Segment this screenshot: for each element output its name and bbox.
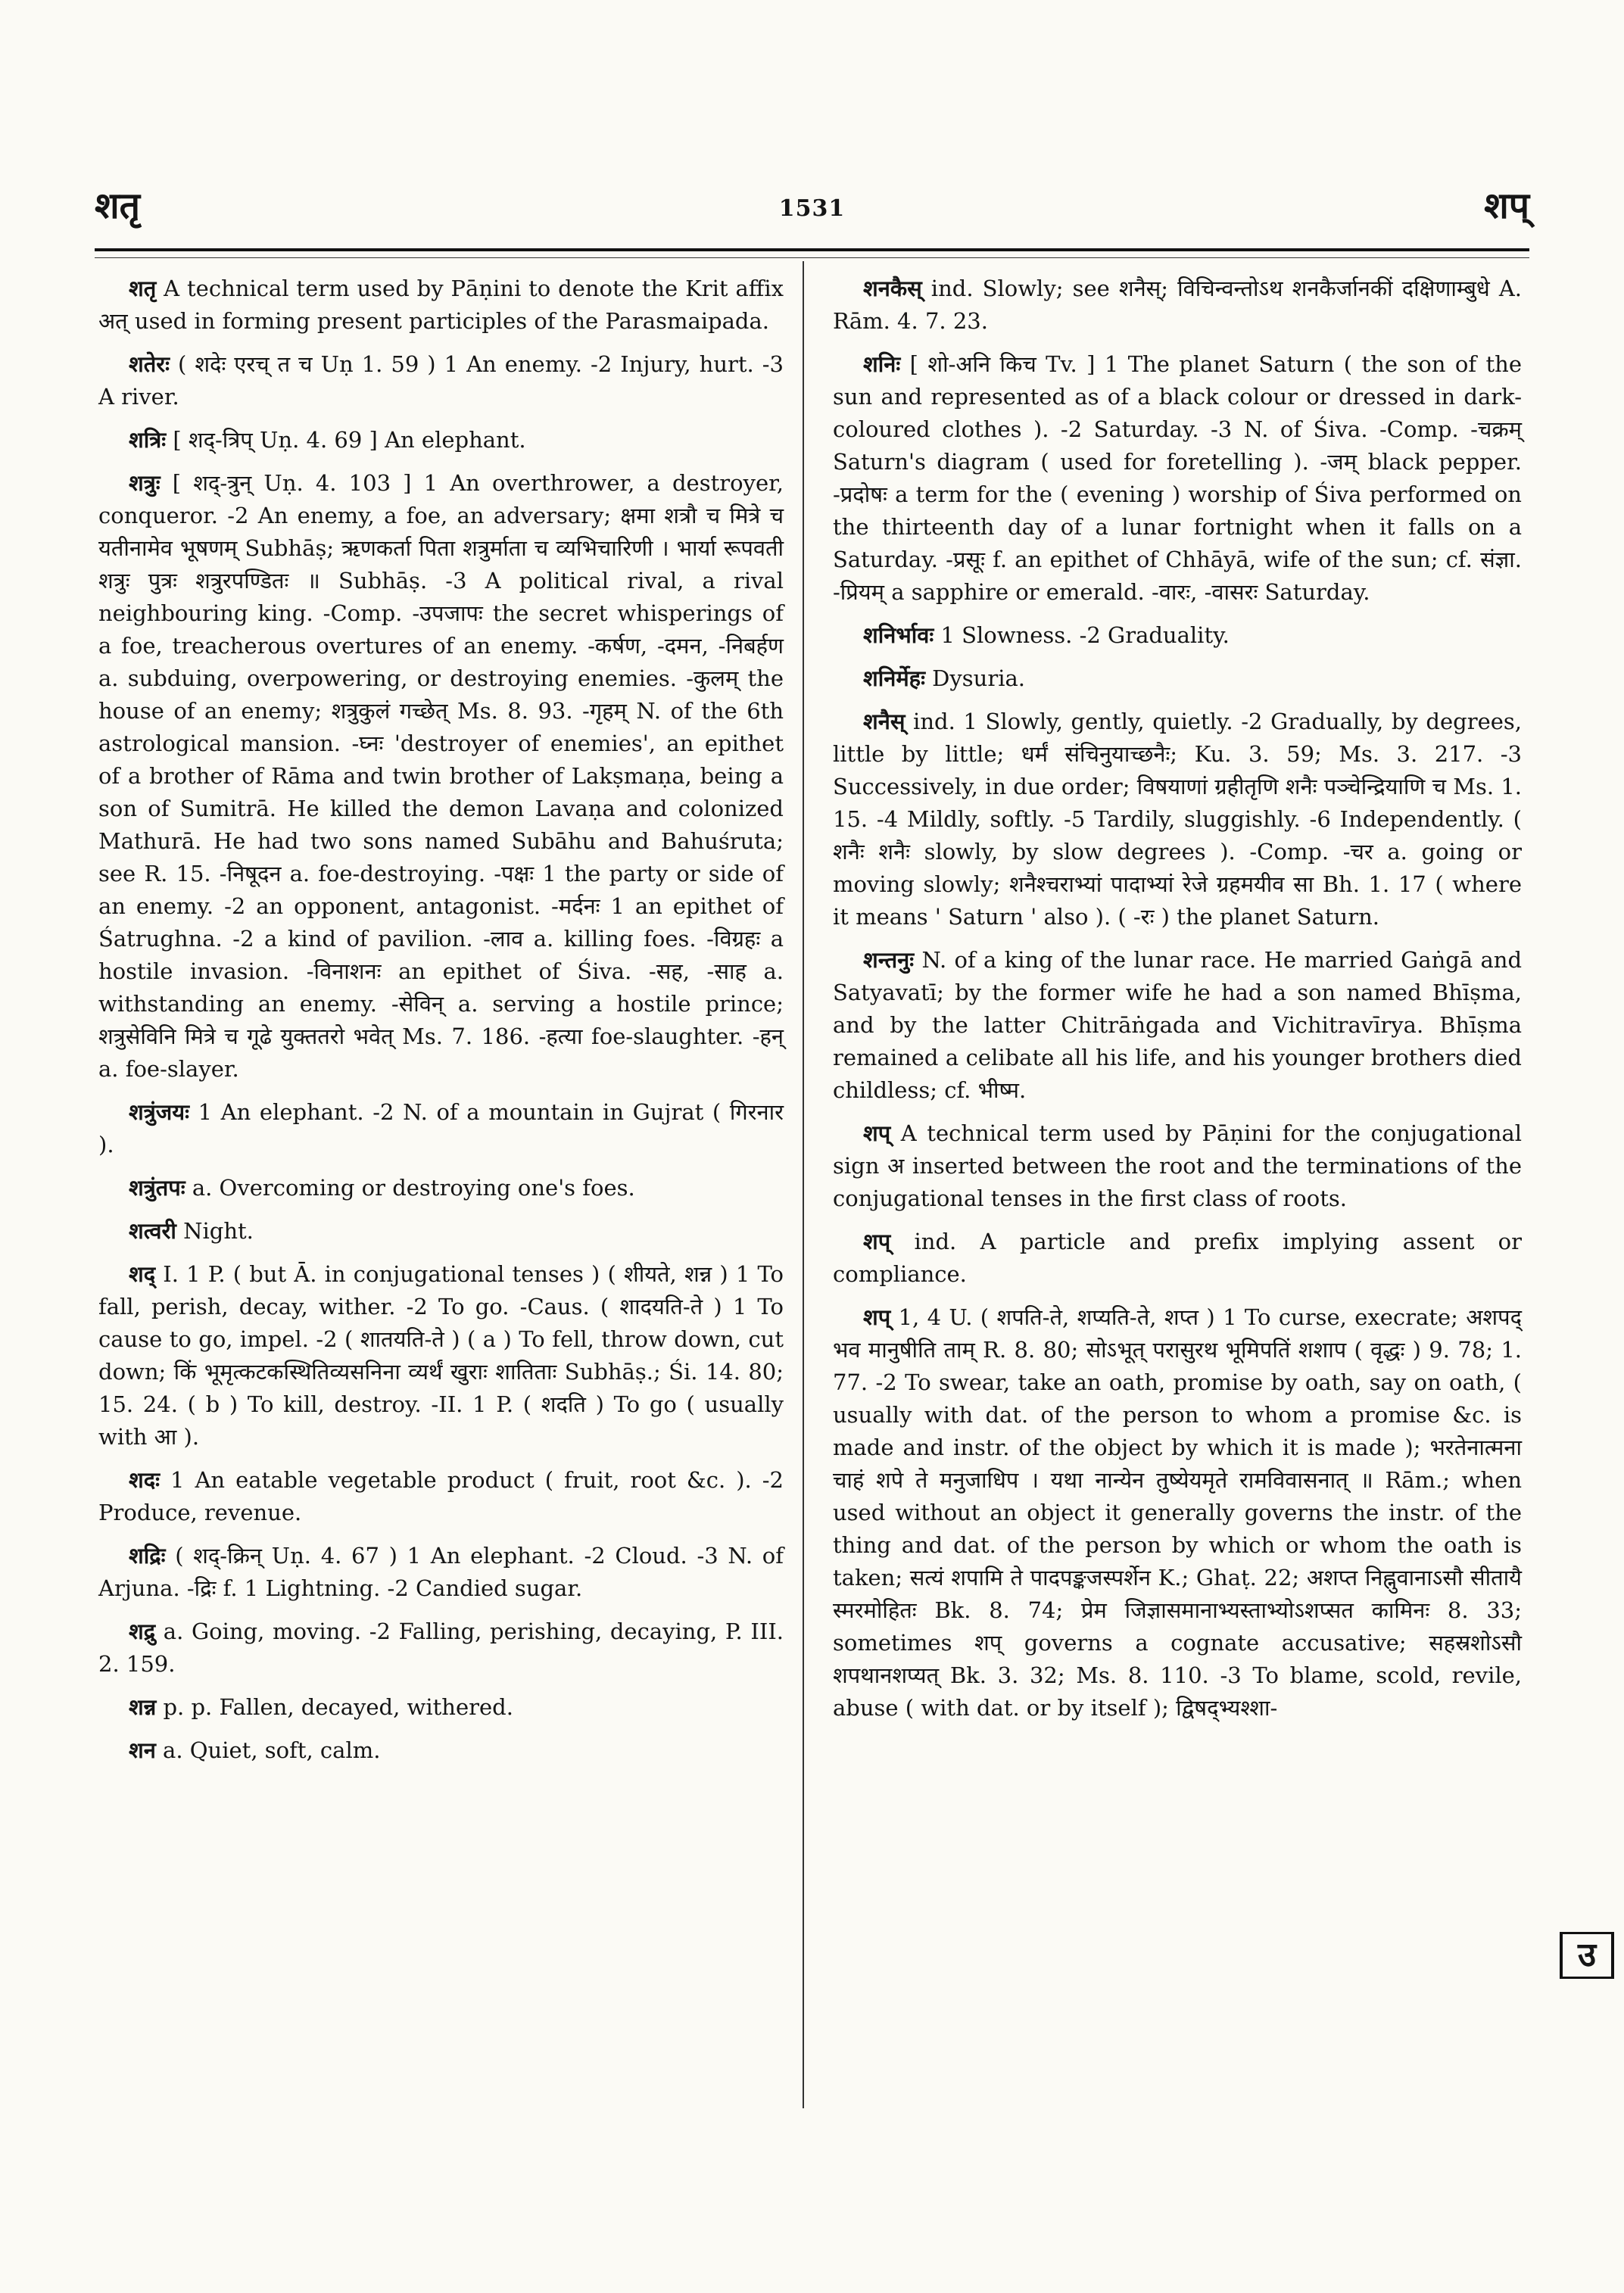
dictionary-entry [833, 1301, 1522, 1724]
entry-headword: शप् [863, 1304, 891, 1330]
entry-definition: N. of a king of the lunar race. He married Gaṅgā and Satyavatī; by the former wife he had a son named Bhīṣma, and by the latter Chitrāṅgada and Vichitravīrya. Bhīṣma remained a celibate all his life, and his younger brothers died childless; cf. भीष्म. [833, 947, 1523, 1103]
entry-definition: ( शदेः एरच् त च Uṇ 1. 59 ) 1 An enemy. -2 Injury, hurt. -3 A river. [98, 351, 784, 410]
entry-headword: शनिर्भावः [863, 622, 934, 648]
entry-headword: शन [129, 1737, 156, 1763]
entry-definition: ( शद्-क्रिन् Uṇ. 4. 67 ) 1 An elephant. -2 Cloud. -3 N. of Arjuna. -द्रिः f. 1 Lightning. -2 Candied sugar. [98, 1543, 784, 1601]
dictionary-entry [833, 348, 1522, 609]
dictionary-entry [833, 273, 1522, 338]
dictionary-entry [833, 1226, 1522, 1291]
thumb-index-mark: उ [1560, 1934, 1614, 1977]
dictionary-entry [98, 1540, 784, 1605]
entry-definition: p. p. Fallen, decayed, withered. [163, 1694, 513, 1720]
column-divider [803, 261, 804, 2108]
entry-headword: शनिः [863, 351, 901, 377]
dictionary-entry [98, 1464, 784, 1529]
entry-definition: 1 An elephant. -2 N. of a mountain in Gujrat ( गिरनार ). [98, 1099, 784, 1157]
entry-headword: शत्रुः [129, 470, 161, 496]
left-column [98, 273, 784, 1777]
entry-headword: शद्रिः [129, 1543, 166, 1569]
dictionary-entry [833, 706, 1522, 933]
dictionary-entry [833, 619, 1522, 652]
dictionary-entry [833, 944, 1522, 1107]
dictionary-entry [98, 273, 784, 338]
header-rule-thick [95, 248, 1529, 251]
entry-headword: शत्रुंतपः [129, 1175, 185, 1201]
header-left-guide-word: शतृ [95, 185, 141, 227]
entry-definition: [ शद्-त्रिप् Uṇ. 4. 69 ] An elephant. [173, 427, 526, 453]
entry-headword: शत्रुंजयः [129, 1099, 189, 1125]
dictionary-entry [98, 424, 784, 456]
entry-headword: शद्रु [129, 1618, 156, 1644]
dictionary-entry [98, 1215, 784, 1248]
entry-headword: शतेरः [129, 351, 170, 377]
dictionary-entry [833, 1117, 1522, 1215]
header-right-guide-word: शप् [1484, 185, 1529, 227]
entry-definition: a. Overcoming or destroying one's foes. [192, 1175, 635, 1201]
entry-headword: शनकैस् [863, 276, 922, 301]
entry-definition: I. 1 P. ( but Ā. in conjugational tenses ) ( शीयते, शन्न ) 1 To fall, perish, decay, wither. -2 To go. -Caus. ( शादयति-ते ) 1 To cause to go, impel. -2 ( शातयति-ते ) ( a ) To fell, throw down, cut down; किं भूमृत्कटकस्थितिव्यसनिना व्यर्थं खुराः शातिताः Subhāṣ.; Śi. 14. 80; 15. 24. ( b ) To kill, destroy. -II. 1 P. ( शदति ) To go ( usually with आ ). [98, 1261, 784, 1450]
entry-headword: शप् [863, 1120, 891, 1146]
right-column [833, 273, 1522, 1735]
entry-headword: शत्वरी [129, 1218, 176, 1244]
dictionary-entry [98, 467, 784, 1086]
dictionary-entry [98, 1096, 784, 1161]
entry-headword: शन्तनुः [863, 947, 915, 973]
entry-headword: शन्न [129, 1694, 157, 1720]
dictionary-entry [98, 1172, 784, 1204]
entry-definition: [ शद्-त्रुन् Uṇ. 4. 103 ] 1 An overthrower, a destroyer, conqueror. -2 An enemy, a foe, an adversary; क्षमा शत्रौ च मित्रे च यतीनामेव भूषणम् Subhāṣ; ऋणकर्ता पिता शत्रुर्माता च व्यभिचारिणी । भार्या रूपवती शत्रुः पुत्रः शत्रुरपण्डितः ॥ Subhāṣ. -3 A political rival, a rival neighbouring king. -Comp. -उपजापः the secret whisperings of a foe, treacherous overtures of an enemy. -कर्षण, -दमन, -निबर्हण a. subduing, overpowering, or destroying enemies. -कुलम् the house of an enemy; शत्रुकुलं गच्छेत् Ms. 8. 93. -गृहम् N. of the 6th astrological mansion. -घ्नः 'destroyer of enemies', an epithet of a brother of Rāma and twin brother of Lakṣmaṇa, being a son of Sumitrā. He killed the demon Lavaṇa and colonized Mathurā. He had two sons named Subāhu and Bahuśruta; see R. 15. -निषूदन a. foe-destroying. -पक्षः 1 the party or side of an enemy. -2 an opponent, antagonist. -मर्दनः 1 an epithet of Śatrughna. -2 a kind of pavilion. -लाव a. killing foes. -विग्रहः a hostile invasion. -विनाशनः an epithet of Śiva. -सह, -साह a. withstanding an enemy. -सेविन् a. serving a hostile prince; शत्रुसेविनि मित्रे च गूढे युक्ततरो भवेत् Ms. 7. 186. -हत्या foe-slaughter. -हन् a. foe-slayer. [98, 470, 784, 1082]
header-rule-thin [95, 257, 1529, 258]
entry-definition: ind. A particle and prefix implying assent or compliance. [833, 1229, 1522, 1287]
entry-definition: 1 An eatable vegetable product ( fruit, root &c. ). -2 Produce, revenue. [98, 1467, 784, 1525]
entry-headword: शद् [129, 1261, 156, 1287]
entry-headword: शनैस् [863, 709, 906, 734]
entry-headword: शत्रिः [129, 427, 167, 453]
entry-definition: Night. [183, 1218, 254, 1244]
entry-definition: A technical term used by Pāṇini to denote the Krit affix अत् used in forming present participles of the Parasmaipada. [98, 276, 784, 334]
entry-definition: 1, 4 U. ( शपति-ते, शप्यति-ते, शप्त ) 1 To curse, execrate; अशपद् भव मानुषीति ताम् R. 8. 80; सोऽभूत् परासुरथ भूमिपतिं शशाप ( वृद्धः ) 9. 78; 1. 77. -2 To swear, take an oath, promise by oath, say on oath, ( usually with dat. of the person to whom a promise &c. is made and instr. of the object by which it is made ); भरतेनात्मना चाहं शपे ते मनुजाधिप । यथा नान्येन तुष्येयमृते रामविवासनात् ॥ Rām.; when used without an object it generally governs the instr. of the thing and dat. of the person by which or whom the oath is taken; सत्यं शपामि ते पादपङ्कजस्पर्शेन K.; Ghaṭ. 22; अशप्त निह्नुवानाऽसौ सीतायै स्मरमोहितः Bk. 8. 74; प्रेम जिज्ञासमानाभ्यस्ताभ्योऽशप्सत कामिनः 8. 33; sometimes शप् governs a cognate accusative; सहस्रशोऽसौ शपथानशप्यत् Bk. 3. 32; Ms. 8. 110. -3 To blame, scold, revile, abuse ( with dat. or by itself ); द्विषद्भ्यश्शा- [833, 1304, 1523, 1721]
entry-definition: ind. Slowly; see शनैस्; विचिन्वन्तोऽथ शनकैर्जानकीं दक्षिणाम्बुधे A. Rām. 4. 7. 23. [833, 276, 1522, 334]
page-number: 1531 [778, 195, 846, 222]
entry-definition: a. Going, moving. -2 Falling, perishing, decaying, P. III. 2. 159. [98, 1618, 784, 1677]
dictionary-entry [833, 662, 1522, 695]
dictionary-entry [98, 1258, 784, 1453]
dictionary-entry [98, 1734, 784, 1767]
entry-definition: Dysuria. [932, 665, 1025, 691]
entry-headword: शदः [129, 1467, 160, 1493]
entry-definition: A technical term used by Pāṇini for the conjugational sign अ inserted between the root and the terminations of the conjugational tenses in the first class of roots. [833, 1120, 1522, 1211]
entry-headword: शप् [863, 1229, 891, 1254]
entry-definition: 1 Slowness. -2 Graduality. [940, 622, 1230, 648]
entry-headword: शतृ [129, 276, 157, 301]
dictionary-entry [98, 1615, 784, 1681]
dictionary-entry [98, 348, 784, 413]
page-header [95, 180, 1529, 241]
entry-headword: शनिर्मेहः [863, 665, 925, 691]
dictionary-entry [98, 1691, 784, 1724]
entry-definition: ind. 1 Slowly, gently, quietly. -2 Gradually, by degrees, little by little; धर्मं संचिनुयाच्छनैः; Ku. 3. 59; Ms. 3. 217. -3 Successively, in due order; विषयाणां ग्रहीतृणि शनैः पञ्चेन्द्रियाणि च Ms. 1. 15. -4 Mildly, softly. -5 Tardily, sluggishly. -6 Independently. ( शनैः शनैः slowly, by slow degrees ). -Comp. -चर a. going or moving slowly; शनैश्चराभ्यां पादाभ्यां रेजे ग्रहमयीव सा Bh. 1. 17 ( where it means ' Saturn ' also ). ( -रः ) the planet Saturn. [833, 709, 1522, 930]
entry-definition: a. Quiet, soft, calm. [163, 1737, 381, 1763]
entry-definition: [ शो-अनि किच Tv. ] 1 The planet Saturn ( the son of the sun and represented as of a black colour or dressed in dark-coloured clothes ). -2 Saturday. -3 N. of Śiva. -Comp. -चक्रम् Saturn's diagram ( used for foretelling ). -जम् black pepper. -प्रदोषः a term for the ( evening ) worship of Śiva performed on the thirteenth day of a lunar fortnight when it falls on a Saturday. -प्रसूः f. an epithet of Chhāyā, wife of the sun; cf. संज्ञा. -प्रियम् a sapphire or emerald. -वारः, -वासरः Saturday. [833, 351, 1522, 605]
